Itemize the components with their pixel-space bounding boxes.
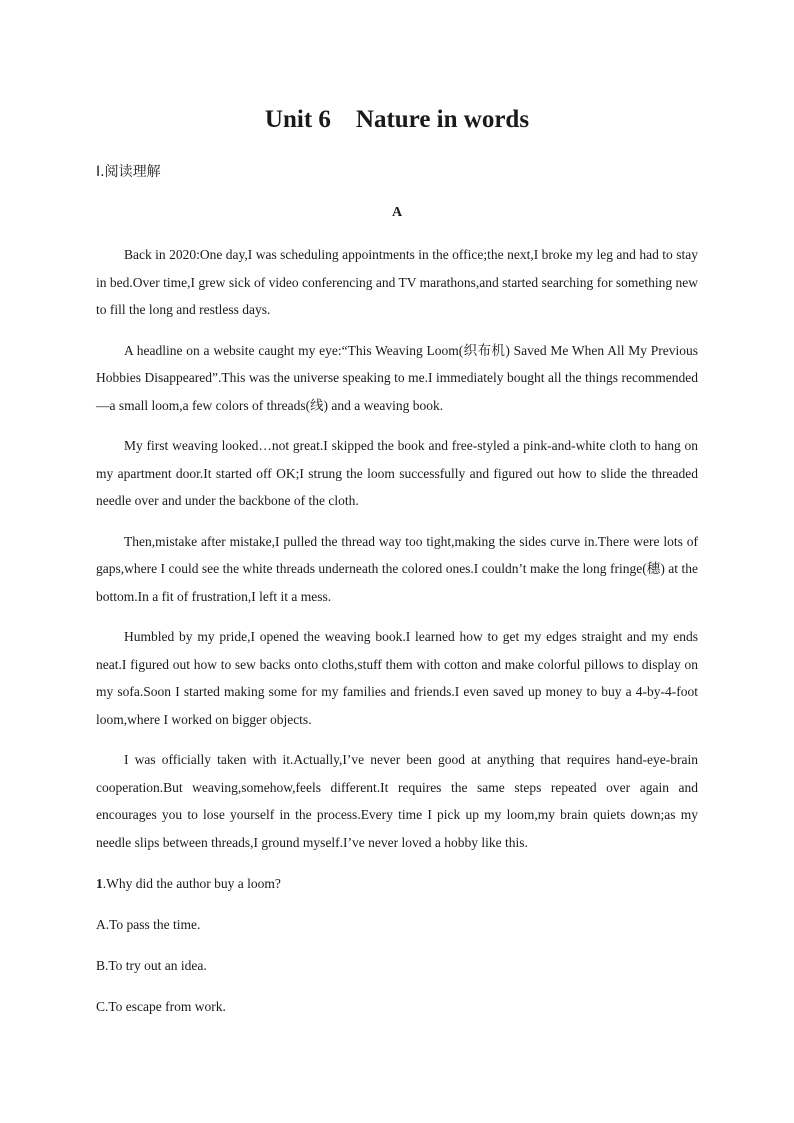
question-block bbox=[96, 874, 698, 1038]
question-stem bbox=[96, 874, 698, 894]
passage-paragraph-1: Back in 2020:One day,I was scheduling appointments in the office;the next,I broke my leg and had to stay in bed.Over time,I grew sick of video conferencing and TV marathons,and started searching for something new to fill the long and restless days. bbox=[96, 247, 698, 317]
passage-paragraph-3: My first weaving looked…not great.I skipped the book and free-styled a pink-and-white cloth to hang on my apartment door.It started off OK;I strung the loom successfully and figured out how to slide the threaded needle over and under the backbone of the cloth. bbox=[96, 438, 698, 508]
question-text: .Why did the author buy a loom? bbox=[102, 876, 281, 891]
option-b: B.To try out an idea. bbox=[96, 958, 207, 973]
passage-paragraph-6: I was officially taken with it.Actually,I’ve never been good at anything that requires hand-eye-brain cooperation.But weaving,somehow,feels different.It requires the same steps repeated over again and encourages you to lose yourself in the process.Every time I pick up my loom,my brain quiets down;as my needle slips between threads,I ground myself.I’ve never loved a hobby like this. bbox=[96, 752, 698, 850]
passage-paragraph-2: A headline on a website caught my eye:“This Weaving Loom(织布机) Saved Me When All My Previous Hobbies Disappeared”.This was the universe speaking to me.I immediately bought all the things recommended—a small loom,a few colors of threads(线) and a weaving book. bbox=[96, 342, 698, 413]
page-title: Unit 6 Nature in words bbox=[264, 106, 530, 133]
passage-label: A bbox=[391, 205, 403, 220]
passage-paragraph-4: Then,mistake after mistake,I pulled the thread way too tight,making the sides curve in.There were lots of gaps,where I could see the white threads underneath the colored ones.I couldn’t make the long fringe(穗) at the bottom.In a fit of frustration,I left it a mess. bbox=[96, 533, 698, 604]
option-c: C.To escape from work. bbox=[96, 999, 226, 1014]
reading-passage bbox=[96, 241, 698, 869]
passage-paragraph-5: Humbled by my pride,I opened the weaving book.I learned how to get my edges straight and my ends neat.I figured out how to sew backs onto cloths,stuff them with cotton and make colorful pillows to display on my sofa.Soon I started making some for my families and friends.I even saved up money to buy a 4-by-4-foot loom,where I worked on bigger objects. bbox=[96, 629, 698, 727]
section-label: Ⅰ.阅读理解 bbox=[96, 164, 161, 180]
question-number: 1 bbox=[96, 876, 103, 891]
option-a: A.To pass the time. bbox=[96, 917, 201, 932]
